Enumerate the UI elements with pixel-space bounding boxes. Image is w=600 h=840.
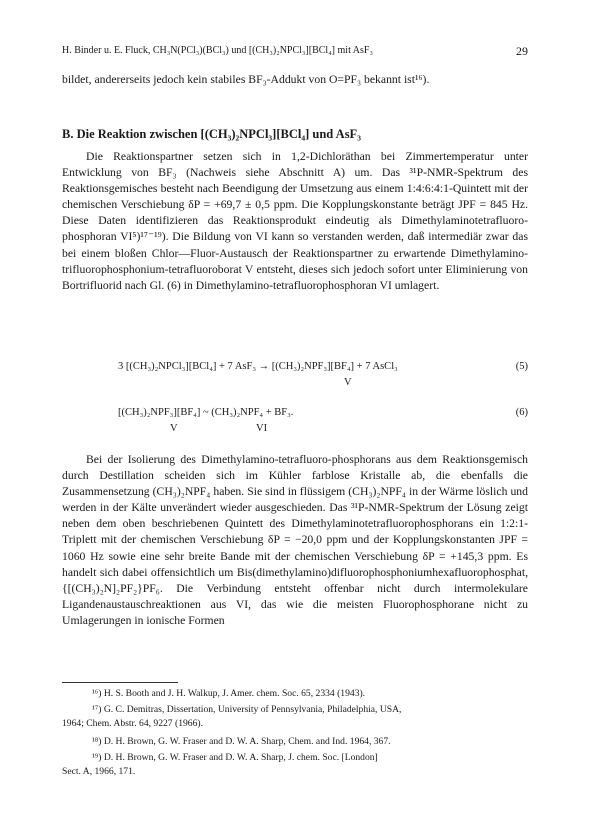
footnote-19-line1: ¹⁹) D. H. Brown, G. W. Fraser and D. W. A. Sharp, J. chem. Soc. [London] (92, 752, 378, 763)
footnote-17 (62, 703, 528, 731)
footnote-16-line1: ¹⁶) H. S. Booth and J. H. Walkup, J. Amer. chem. Soc. 65, 2334 (1943). (92, 688, 366, 699)
section-heading: B. Die Reaktion zwischen [(CH₃)₂NPCl₃][BCl₄] und AsF₃ (62, 127, 361, 141)
paragraph-2: Bei der Isolierung des Dimethylamino-tetrafluoro-phosphorans aus dem Reaktionsgemisch durch Destillation scheiden sich im Kühler farblose Kristalle ab, die ebenfalls die Zusammensetzung (CH₃)₂NPF₄ haben. Sie sind in flüssigem (CH₃)₂NPF₄ in der Wärme löslich und werden in der Kälte unverändert wieder ausgeschieden. Das ³¹P-NMR-Spektrum der Lösung zeigt neben dem oben beschriebenen Quintett des Dimethylaminotetrafluorophosphorans ein 1:2:1-Triplett mit der chemischen Verschiebung δP = −20,0 ppm und der Kopplungskonstanten JPF = 1060 Hz sowie eine sehr breite Bande mit der chemischen Verschiebung δP = +145,3 ppm. Es handelt sich dabei offensichtlich um Bis(dimethylamino)difluorophosphoniumhexafluorophosphat, {[(CH₃)₂N]₂PF₂}PF₆. Die Verbindung entsteht offenbar nicht durch intermolekulare Ligandenaustauschreaktionen aus VI, das wie die meisten Fluorophosphorane nicht zu Umlagerungen in ionische Formen (62, 453, 528, 627)
equation-5-text: 3 [(CH₃)₂NPCl₃][BCl₄] + 7 AsF₃ → [(CH₃)₂NPF₃][BF₄] + 7 AsCl₃ (118, 361, 398, 372)
footnote-16 (62, 687, 528, 701)
equation-6-label-left: V (170, 423, 178, 434)
footnote-18 (62, 735, 528, 749)
footnote-rule (62, 682, 178, 683)
equation-5-label: V (344, 377, 352, 388)
footnote-19 (62, 751, 528, 779)
equation-6-label-right: VI (256, 423, 268, 434)
equation-6-number: (6) (515, 407, 528, 418)
paragraph-1: Die Reaktionspartner setzen sich in 1,2-Dichloräthan bei Zimmertemperatur unter Entwicklung von BF₃ (Nachweis siehe Abschnitt A) um. Das ³¹P-NMR-Spektrum des Reaktionsgemisches besteht nach Beendigung der Umsetzung aus einem 1:4:6:4:1-Quintett mit der chemischen Verschiebung δP = +69,7 ± 0,5 ppm. Die Kopplungskonstante beträgt JPF = 845 Hz. Diese Daten identifizieren das Reaktionsprodukt eindeutig als Dimethylaminotetrafluoro-phosphoran VI⁵)¹⁷⁻¹⁹). Die Bildung von VI kann so verstanden werden, daß intermediär zwar das bei einem bloßen Chlor—Fluor-Austausch der Reaktionspartner zu erwartende Dimethylamino-trifluorophosphonium-tetrafluoroborat V entsteht, dieses sich jedoch sofort unter Eliminierung von Bortrifluorid nach Gl. (6) in Dimethylamino-tetrafluorophosphoran VI umlagert. (62, 150, 528, 292)
page-number: 29 (516, 44, 528, 58)
footnote-19-line2: Sect. A, 1966, 171. (62, 766, 136, 777)
footnote-17-line2: 1964; Chem. Abstr. 64, 9227 (1966). (62, 718, 203, 729)
footnote-18-line1: ¹⁸) D. H. Brown, G. W. Fraser and D. W. A. Sharp, Chem. and Ind. 1964, 367. (92, 736, 391, 747)
equation-6-text: [(CH₃)₂NPF₃][BF₄] ~ (CH₃)₂NPF₄ + BF₃. (118, 407, 294, 418)
equation-5-number: (5) (515, 361, 528, 372)
running-head-text: H. Binder u. E. Fluck, CH₃N(PCl₃)(BCl₃) und [(CH₃)₂NPCl₃][BCl₄] mit AsF₃ (62, 45, 373, 56)
intro-paragraph: bildet, andererseits jedoch kein stabiles BF₃-Addukt von O=PF₃ bekannt ist¹⁶). (62, 73, 430, 86)
footnote-17-line1: ¹⁷) G. C. Demitras, Dissertation, University of Pennsylvania, Philadelphia, USA, (92, 704, 402, 715)
running-head (62, 45, 528, 57)
